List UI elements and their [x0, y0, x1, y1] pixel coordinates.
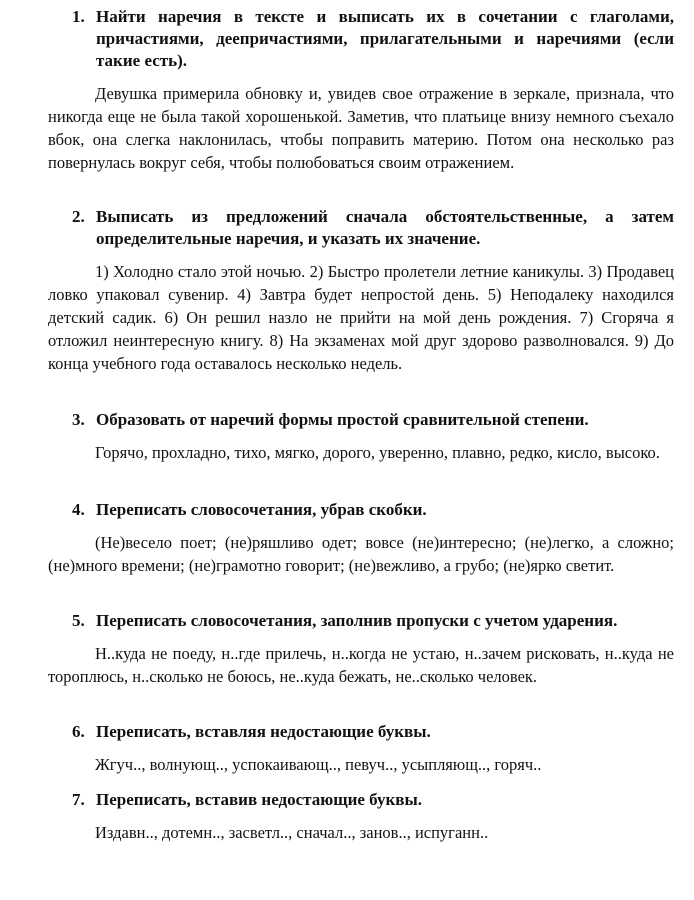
- task-number: 7.: [72, 790, 85, 809]
- task-heading: [0, 499, 694, 521]
- task-7: [0, 789, 694, 844]
- task-3: [0, 409, 694, 464]
- task-text: Жгуч.., волнующ.., успокаивающ.., певуч.., усыпляющ.., горяч..: [95, 755, 542, 774]
- task-5: [0, 610, 694, 688]
- task-6: [0, 721, 694, 776]
- task-4: [0, 499, 694, 577]
- task-heading: [0, 610, 694, 632]
- task-heading-text: Найти наречия в тексте и выписать их в сочетании с глаголами, причастиями, деепричастиями, прилагательными и наречиями (если такие есть).: [96, 7, 674, 70]
- task-heading-text: Переписать, вставляя недостающие буквы.: [96, 722, 431, 741]
- task-number: 3.: [72, 410, 85, 429]
- task-heading: [0, 6, 694, 72]
- task-heading: [0, 206, 694, 250]
- task-text: 1) Холодно стало этой ночью. 2) Быстро пролетели летние каникулы. 3) Продавец ловко упаковал сувенир. 4) Завтра будет непростой день. 5) Неподалеку находился детский садик. 6) Он решил назло не прийти на мой день рождения. 7) Сгоряча я отложил неинтересную книгу. 8) На экзаменах мой друг здорово разволновался. 9) До конца учебного года оставалось несколько недель.: [48, 262, 674, 373]
- task-number: 1.: [72, 7, 85, 26]
- task-2: [0, 206, 694, 375]
- task-heading: [0, 409, 694, 431]
- task-text: Девушка примерила обновку и, увидев свое отражение в зеркале, признала, что никогда еще не была такой хорошенькой. Заметив, что платьице внизу немного съехало вбок, она слегка наклонилась, чтобы поправить материю. Потом она несколько раз повернулась вокруг себя, чтобы полюбоваться своим отражением.: [48, 84, 674, 172]
- task-heading: [0, 721, 694, 743]
- task-text: Горячо, прохладно, тихо, мягко, дорого, уверенно, плавно, редко, кисло, высоко.: [95, 443, 660, 462]
- task-heading-text: Образовать от наречий формы простой сравнительной степени.: [96, 410, 589, 429]
- task-number: 2.: [72, 207, 85, 226]
- task-text: Издавн.., дотемн.., засветл.., сначал.., занов.., испуганн..: [95, 823, 489, 842]
- task-1: [0, 6, 694, 174]
- task-heading: [0, 789, 694, 811]
- task-number: 4.: [72, 500, 85, 519]
- task-heading-text: Переписать словосочетания, убрав скобки.: [96, 500, 427, 519]
- task-number: 6.: [72, 722, 85, 741]
- task-number: 5.: [72, 611, 85, 630]
- task-heading-text: Переписать, вставив недостающие буквы.: [96, 790, 423, 809]
- task-text: (Не)весело поет; (не)ряшливо одет; вовсе (не)интересно; (не)легко, а сложно; (не)много времени; (не)грамотно говорит; (не)вежливо, а грубо; (не)ярко светит.: [48, 533, 674, 575]
- task-heading-text: Выписать из предложений сначала обстоятельственные, а затем определительные наречия, и указать их значение.: [96, 207, 674, 248]
- task-text: Н..куда не поеду, н..где прилечь, н..когда не устаю, н..зачем рисковать, н..куда не тороплюсь, н..сколько не боюсь, не..куда бежать, не..сколько человек.: [48, 644, 674, 686]
- task-heading-text: Переписать словосочетания, заполнив пропуски с учетом ударения.: [96, 611, 618, 630]
